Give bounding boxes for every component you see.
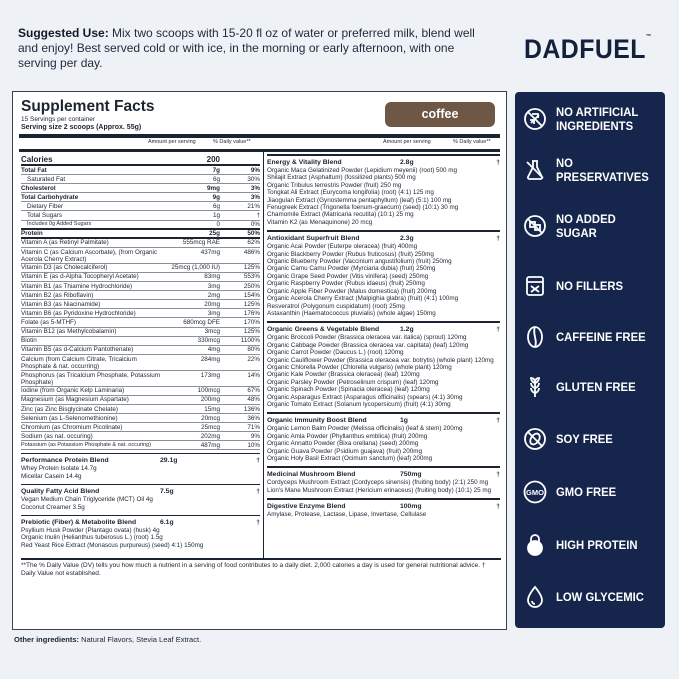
nutrient-daily-value: 553%	[243, 273, 260, 281]
blend-daily-value: †	[496, 503, 500, 511]
blend-ingredient: Vitamin K2 (as Menaquinone) 20 mcg	[267, 218, 373, 226]
blend-ingredient: Lion's Mane Mushroom Extract (Hericium erinaceus) (fruiting body) (10:1) 25 mg	[267, 486, 492, 494]
blend-ingredient: Organic Cabbage Powder (Brassica oleracea var. capitata) (leaf) 120mg	[267, 341, 469, 349]
blend-ingredient: Fenugreek Extract (Trigonella foenum-graecum) (seed) (10:1) 30 mg	[267, 204, 459, 212]
claim-label: SOY FREE	[556, 432, 613, 446]
claim-item	[523, 375, 663, 399]
blend-ingredient: Organic Annatto Powder (Bixa orellana) (seed) 200mg	[267, 440, 419, 448]
blend-ingredient: Organic Raspberry Powder (Rubus idaeus) (fruit) 250mg	[267, 280, 425, 288]
nutrient-row	[21, 318, 260, 327]
nutrient-daily-value: 176%	[243, 309, 260, 317]
blend-ingredient: Tongkat Ali Extract (Eurycoma longifolia) (root) (4:1) 125 mg	[267, 189, 434, 197]
nutrient-row	[21, 441, 260, 450]
nutrient-row	[21, 239, 260, 248]
other-ingredients-label: Other ingredients:	[14, 635, 80, 644]
blend-ingredient: Organic Chlorella Powder (Chlorella vulgaris) (whole plant) 120mg	[267, 363, 452, 371]
blend-ingredient: Organic Grape Seed Powder (Vitis vinifera) (seed) 250mg	[267, 272, 429, 280]
nutrient-name: Vitamin B2 (as Riboflavin)	[21, 291, 94, 299]
blend-ingredient: Jiaogulan Extract (Gynostemma pentaphyllum) (leaf) (5:1) 100 mg	[267, 196, 452, 204]
nutrient-daily-value: 486%	[243, 248, 260, 256]
servings-per-container: 15 Servings per container	[21, 116, 96, 123]
right-dv-header: % Daily value**	[453, 139, 491, 145]
blend-ingredient: Astaxanthin (Haematococcus pluvialis) (whole algae) 150mg	[267, 309, 436, 317]
no-fillers-icon	[523, 274, 547, 298]
no-preservatives-icon	[523, 158, 547, 182]
blend-ingredient: Organic Amla Powder (Phyllanthus emblica) (fruit) 200mg	[267, 432, 428, 440]
nutrient-name: Total Sugars	[27, 212, 63, 220]
nutrient-row	[21, 432, 260, 441]
blend-ingredient: Whey Protein Isolate 14.7g	[21, 465, 97, 473]
other-ingredients	[14, 635, 201, 644]
nutrient-row	[21, 202, 260, 211]
nutrient-name: Saturated Fat	[27, 175, 66, 183]
blend-ingredient: Resveratrol (Polygonum cuspidatum) (root) 25mg	[267, 302, 405, 310]
blend-ingredient: Chamomile Extract (Matricaria recutita) (10:1) 25 mg	[267, 211, 414, 219]
nutrient-name: Selenium (as L-Selenomethionine)	[21, 414, 118, 422]
nutrient-row	[21, 175, 260, 184]
claim-label: NO PRESERVATIVES	[556, 156, 649, 184]
nutrient-daily-value: 14%	[247, 371, 260, 379]
nutrient-amount: 25mcg	[201, 423, 220, 431]
nutrient-row	[21, 346, 260, 355]
blend-section	[267, 154, 500, 226]
blend-ingredient: Organic Carrot Powder (Daucus L.) (root) 120mg	[267, 349, 404, 357]
nutrient-name: Vitamin B1 (as Thiamine Hydrochloride)	[21, 282, 133, 290]
right-amount-header: Amount per serving	[383, 139, 431, 145]
nutrient-amount: 1g	[212, 212, 220, 220]
blend-amount: 29.1g	[160, 457, 178, 465]
nutrient-daily-value: 1100%	[240, 337, 260, 345]
blend-header	[267, 325, 500, 334]
nutrient-daily-value: 154%	[243, 291, 260, 299]
nutrient-row	[21, 328, 260, 337]
nutrient-name: Calcium (from Calcium Citrate, Tricalcium Phosphate & nat. occurring)	[21, 355, 137, 370]
nutrient-row	[21, 166, 260, 175]
kettlebell-icon	[523, 533, 547, 557]
nutrient-amount: 25g	[209, 229, 220, 237]
nutrient-daily-value: 136%	[243, 405, 260, 413]
nutrient-name: Potassium (as Potassium Phosphate & nat. occuring)	[21, 442, 151, 449]
nutrient-row	[21, 264, 260, 273]
divider	[19, 149, 500, 152]
blend-name: Energy & Vitality Blend	[267, 159, 342, 166]
blend-daily-value: †	[496, 159, 500, 166]
nutrient-amount: 3mg	[207, 309, 220, 317]
soy-icon	[523, 427, 547, 451]
claim-item	[523, 480, 663, 504]
blend-section	[267, 498, 500, 518]
nutrient-daily-value: 125%	[243, 264, 260, 272]
claims-panel	[515, 92, 665, 628]
blend-header	[267, 416, 500, 425]
blend-ingredient: Organic Inulin (Helianthus tuberosus L.) (root) 1.5g	[21, 534, 163, 542]
nutrient-name: Vitamin D3 (as Cholecalciferol)	[21, 264, 108, 272]
nutrient-amount: 15mg	[204, 405, 220, 413]
nutrient-amount: 680mcg DFE	[183, 318, 220, 326]
nutrient-amount: 173mg	[200, 371, 220, 379]
nutrient-daily-value: 170%	[243, 318, 260, 326]
blend-ingredient: Organic Spinach Powder (Spinacia oleracea) (leaf) 120mg	[267, 386, 430, 394]
claim-item	[523, 212, 663, 240]
nutrient-daily-value: 125%	[243, 300, 260, 308]
nutrient-amount: 7g	[212, 166, 220, 174]
claim-label: HIGH PROTEIN	[556, 538, 638, 552]
nutrient-row	[21, 405, 260, 414]
blend-section	[21, 484, 260, 511]
no-artificial-icon	[523, 107, 547, 131]
nutrient-daily-value: 3%	[250, 184, 260, 192]
gmo-icon	[523, 480, 547, 504]
blend-ingredient: Red Yeast Rice Extract (Monascus purpureus) (seed) 4:1) 150mg	[21, 541, 204, 549]
nutrient-name: Vitamin B5 (as d-Calcium Pantothenate)	[21, 346, 134, 354]
left-amount-header: Amount per serving	[148, 139, 196, 145]
blend-section	[21, 453, 260, 480]
nutrient-daily-value: 125%	[243, 328, 260, 336]
nutrient-row	[21, 282, 260, 291]
nutrient-daily-value: 30%	[247, 175, 260, 183]
claim-label: LOW GLYCEMIC	[556, 590, 644, 604]
blend-ingredient: Cordyceps Mushroom Extract (Cordyceps sinensis) (fruiting body) (2:1) 250 mg	[267, 479, 489, 487]
nutrient-name: Vitamin B12 (as Methylcobalamin)	[21, 328, 117, 336]
blend-section	[267, 412, 500, 462]
nutrient-amount: 100mcg	[197, 387, 220, 395]
nutrient-name: Vitamin B3 (as Niacinamide)	[21, 300, 101, 308]
nutrient-name: Vitamin E (as d-Alpha Tocopheryl Acetate)	[21, 273, 139, 281]
nutrient-name: Sodium (as nat. occuring)	[21, 432, 93, 440]
blend-ingredient: Organic Cauliflower Powder (Brassica oleracea var. botrytis) (whole plant) 120mg	[267, 356, 494, 364]
blend-header	[21, 518, 260, 527]
nutrient-daily-value: 9%	[250, 166, 260, 174]
nutrient-daily-value: 21%	[247, 202, 260, 210]
blend-ingredient: Organic Camu Camu Powder (Myrciaria dubia) (fruit) 250mg	[267, 265, 436, 273]
claim-item	[523, 533, 663, 557]
nutrient-amount: 2mg	[207, 291, 220, 299]
nutrient-daily-value: 71%	[247, 423, 260, 431]
right-blend-list	[267, 154, 500, 519]
nutrient-daily-value: 62%	[247, 239, 260, 247]
facts-title: Supplement Facts	[21, 98, 155, 115]
nutrient-amount: 555mcg RAE	[182, 239, 220, 247]
serving-size: Serving size 2 scoops (Approx. 55g)	[21, 124, 142, 131]
nutrient-name: Zinc (as Zinc Bisglycinate Chelate)	[21, 405, 118, 413]
nutrient-daily-value: 22%	[247, 355, 260, 363]
nutrient-amount: 487mg	[200, 441, 220, 449]
nutrient-daily-value: 9%	[250, 432, 260, 440]
nutrient-row	[21, 221, 260, 230]
blend-ingredient: Vegan Medium Chain Triglyceride (MCT) Oil 4g	[21, 496, 153, 504]
nutrient-row	[21, 396, 260, 405]
blend-amount: 7.5g	[160, 488, 174, 496]
nutrient-name: Folate (as 5-MTHF)	[21, 318, 76, 326]
blend-section	[21, 515, 260, 549]
divider	[19, 134, 500, 138]
blend-ingredient: Shilajit Extract (Asphaltum) (fossilized plants) 500 mg	[267, 174, 416, 182]
blend-ingredient: Organic Lemon Balm Powder (Melissa officinalis) (leaf & stem) 200mg	[267, 425, 463, 433]
nutrient-row	[21, 291, 260, 300]
no-sugar-icon	[523, 214, 547, 238]
claim-label: NO ADDED SUGAR	[556, 212, 616, 240]
nutrient-column	[21, 154, 260, 553]
blend-ingredient: Organic Asparagus Extract (Asparagus officinalis) (spears) (4:1) 30mg	[267, 393, 463, 401]
nutrient-amount: 437mg	[200, 248, 220, 256]
blend-ingredient: Organic Guava Powder (Psidium guajava) (fruit) 200mg	[267, 447, 423, 455]
blend-ingredient: Organic Parsley Powder (Petroselinum crispum) (leaf) 120mg	[267, 378, 439, 386]
flavor-badge: coffee	[385, 102, 495, 127]
nutrient-amount: 20mg	[204, 300, 220, 308]
blend-amount: 2.8g	[400, 159, 414, 166]
nutrient-daily-value: 0%	[250, 220, 260, 228]
nutrient-daily-value: 3%	[250, 193, 260, 201]
nutrient-daily-value: 48%	[247, 396, 260, 404]
blend-amount: 1.2g	[400, 326, 414, 334]
claim-item	[523, 585, 663, 609]
blend-section	[267, 230, 500, 317]
nutrient-row	[21, 154, 260, 166]
blend-header	[267, 234, 500, 243]
blend-name: Digestive Enzyme Blend	[267, 503, 346, 511]
nutrient-daily-value: †	[256, 212, 260, 220]
nutrient-row	[21, 248, 260, 264]
nutrient-amount: 200	[206, 154, 220, 164]
blend-header	[21, 456, 260, 465]
nutrient-daily-value: 50%	[247, 229, 260, 237]
blend-header	[267, 158, 500, 167]
claim-label: GLUTEN FREE	[556, 380, 636, 394]
claim-item	[523, 105, 663, 133]
nutrient-name: Chromium (as Chromium Picolinate)	[21, 423, 123, 431]
blend-name: Medicinal Mushroom Blend	[267, 471, 356, 479]
column-divider	[263, 152, 264, 558]
nutrient-row	[21, 387, 260, 396]
left-blend-list	[21, 453, 260, 549]
blend-ingredient: Organic Blueberry Powder (Vaccinium angustifolium) (fruit) 250mg	[267, 258, 452, 266]
blend-header	[21, 487, 260, 496]
nutrient-row	[21, 309, 260, 318]
nutrient-amount: 330mcg	[197, 337, 220, 345]
svg-text:GMO: GMO	[526, 488, 544, 497]
blend-amount: 2.3g	[400, 235, 414, 243]
nutrient-amount: 83mg	[204, 273, 220, 281]
blend-daily-value: †	[256, 488, 260, 496]
nutrient-daily-value: 67%	[247, 387, 260, 395]
nutrient-amount: 6g	[212, 202, 220, 210]
blend-section	[267, 321, 500, 408]
blend-daily-value: †	[256, 457, 260, 465]
blend-daily-value: †	[496, 326, 500, 334]
drop-icon	[523, 585, 547, 609]
blend-name: Antioxidant Superfruit Blend	[267, 235, 360, 243]
nutrient-name: Vitamin C (as Calcium Ascorbate), (from Organic Acerola Cherry Extract)	[21, 248, 158, 263]
nutrient-amount: 20mcg	[201, 414, 220, 422]
nutrient-name: Total Carbohydrate	[21, 193, 79, 201]
nutrient-amount: 3mcg	[204, 328, 220, 336]
blend-name: Prebiotic (Fiber) & Metabolite Blend	[21, 519, 137, 527]
nutrient-row	[21, 193, 260, 202]
nutrient-name: Vitamin B6 (as Pyridoxine Hydrochloride)	[21, 309, 136, 317]
suggested-use-label: Suggested Use:	[18, 26, 109, 40]
suggested-use	[18, 26, 488, 71]
suggested-use-text: Mix two scoops with 15-20 fl oz of water or preferred milk, blend well and enjoy! Best served cold or with ice, in the morning or early afternoon, with one serving per day.	[18, 26, 475, 70]
blend-ingredient: Amylase, Protease, Lactase, Lipase, Invertase, Cellulase	[267, 511, 427, 519]
nutrient-name: Protein	[21, 229, 43, 237]
claim-label: NO FILLERS	[556, 279, 624, 293]
blend-daily-value: †	[496, 235, 500, 243]
blend-ingredient: Coconut Creamer 3.5g	[21, 503, 85, 511]
blend-header	[267, 470, 500, 479]
nutrient-name: Total Fat	[21, 166, 47, 174]
nutrient-name: Cholesterol	[21, 184, 56, 192]
blend-ingredient: Psyllium Husk Powder (Plantago ovata) (husk) 4g	[21, 527, 160, 535]
blend-ingredient: Organic Maca Gelatinized Powder (Lepidium meyenii) (root) 500 mg	[267, 167, 458, 174]
blend-ingredient: Organic Holy Basil Extract (Ocimum sanctum) (leaf) 200mg	[267, 455, 433, 462]
blend-amount: 100mg	[400, 503, 422, 511]
blend-ingredient: Organic Blackberry Powder (Rubus fruticosus) (fruit) 250mg	[267, 250, 434, 258]
nutrient-amount: 6g	[212, 175, 220, 183]
claim-item	[523, 156, 663, 184]
blend-ingredient: Organic Apple Fiber Powder (Malus domestica) (fruit) 200mg	[267, 287, 437, 295]
blend-name: Organic Immunity Boost Blend	[267, 417, 367, 425]
blend-ingredient: Organic Tomato Extract (Solanum lycopersicum) (fruit) (4:1) 30mg	[267, 400, 451, 408]
trademark: ™	[645, 34, 652, 40]
claim-label: GMO FREE	[556, 485, 617, 499]
blend-name: Quality Fatty Acid Blend	[21, 488, 100, 496]
blend-daily-value: †	[496, 417, 500, 425]
nutrient-daily-value: 80%	[247, 346, 260, 354]
nutrient-row	[21, 337, 260, 346]
nutrient-amount: 25mcg (1,000 IU)	[171, 264, 220, 272]
blend-ingredient: Organic Broccoli Powder (Brassica oleracea var. italica) (sprout) 120mg	[267, 334, 467, 342]
nutrient-name: Magnesium (as Magnesium Aspartate)	[21, 396, 129, 404]
blend-ingredient: Organic Tribulus terrestris Powder (fruit) 250 mg	[267, 181, 402, 189]
nutrient-name: Biotin	[21, 337, 37, 345]
nutrient-amount: 9mg	[207, 184, 220, 192]
nutrient-daily-value: 36%	[247, 414, 260, 422]
nutrient-amount: 284mg	[200, 355, 220, 363]
nutrient-row	[21, 300, 260, 309]
claim-item	[523, 427, 663, 451]
nutrient-amount: 4mg	[207, 346, 220, 354]
nutrient-row	[21, 355, 260, 371]
nutrient-name: Iodine (from Organic Kelp Laminaria)	[21, 387, 125, 395]
claim-label: NO ARTIFICIAL INGREDIENTS	[556, 105, 639, 133]
blend-amount: 6.1g	[160, 519, 174, 527]
nutrient-amount: 200mg	[200, 396, 220, 404]
wheat-icon	[523, 375, 547, 399]
blend-header	[267, 502, 500, 511]
blend-ingredient: Organic Acerola Cherry Extract (Malpighia glabra) (fruit) (4:1) 100mg	[267, 295, 459, 303]
nutrient-name: Dietary Fiber	[27, 202, 64, 210]
blend-ingredient: Organic Acai Powder (Euterpe oleracea) (fruit) 400mg	[267, 243, 418, 251]
nutrient-amount: 9g	[212, 193, 220, 201]
nutrient-name: Phosphorus (as Tricalcium Phosphate, Potassium Phosphate)	[21, 371, 160, 386]
blend-amount: 750mg	[400, 471, 422, 479]
nutrient-name: Calories	[21, 154, 53, 164]
coffee-bean-icon	[523, 325, 547, 349]
claim-item	[523, 274, 663, 298]
blend-section	[267, 466, 500, 494]
blend-name: Performance Protein Blend	[21, 457, 109, 465]
daily-value-disclaimer: **The % Daily Value (DV) tells you how much a nutrient in a serving of food contributes to a daily diet. 2,000 calories a day is used for general nutritional advice. † Daily Value not established.	[21, 558, 501, 578]
blend-name: Organic Greens & Vegetable Blend	[267, 326, 380, 334]
brand-logo	[524, 34, 653, 65]
blend-ingredient: Micellar Casein 14.4g	[21, 472, 82, 480]
blend-amount: 1g	[400, 417, 408, 425]
blend-ingredient: Organic Kale Powder (Brassica oleracea) (leaf) 120mg	[267, 371, 420, 379]
nutrient-daily-value: 250%	[243, 282, 260, 290]
left-dv-header: % Daily value**	[213, 139, 251, 145]
claim-label: CAFFEINE FREE	[556, 330, 646, 344]
claim-item	[523, 325, 663, 349]
nutrient-row	[21, 230, 260, 239]
nutrient-daily-value: 10%	[247, 441, 260, 449]
nutrient-row	[21, 371, 260, 387]
blend-daily-value: †	[496, 471, 500, 479]
nutrient-amount: 3mg	[207, 282, 220, 290]
blend-column	[267, 154, 500, 523]
nutrient-row	[21, 211, 260, 220]
nutrient-row	[21, 184, 260, 193]
nutrient-row	[21, 273, 260, 282]
blend-daily-value: †	[256, 519, 260, 527]
nutrient-list	[21, 154, 260, 450]
nutrient-row	[21, 414, 260, 423]
nutrient-amount: 202mg	[200, 432, 220, 440]
other-ingredients-text: Natural Flavors, Stevia Leaf Extract.	[79, 635, 202, 644]
nutrient-row	[21, 423, 260, 432]
brand-name: DADFUEL	[524, 34, 646, 64]
supplement-facts-panel	[12, 91, 507, 630]
nutrient-name: Vitamin A (as Retinyl Palmitate)	[21, 239, 109, 247]
nutrient-name: Includes 0g Added Sugars	[27, 221, 92, 228]
nutrient-amount: 0	[216, 220, 220, 228]
